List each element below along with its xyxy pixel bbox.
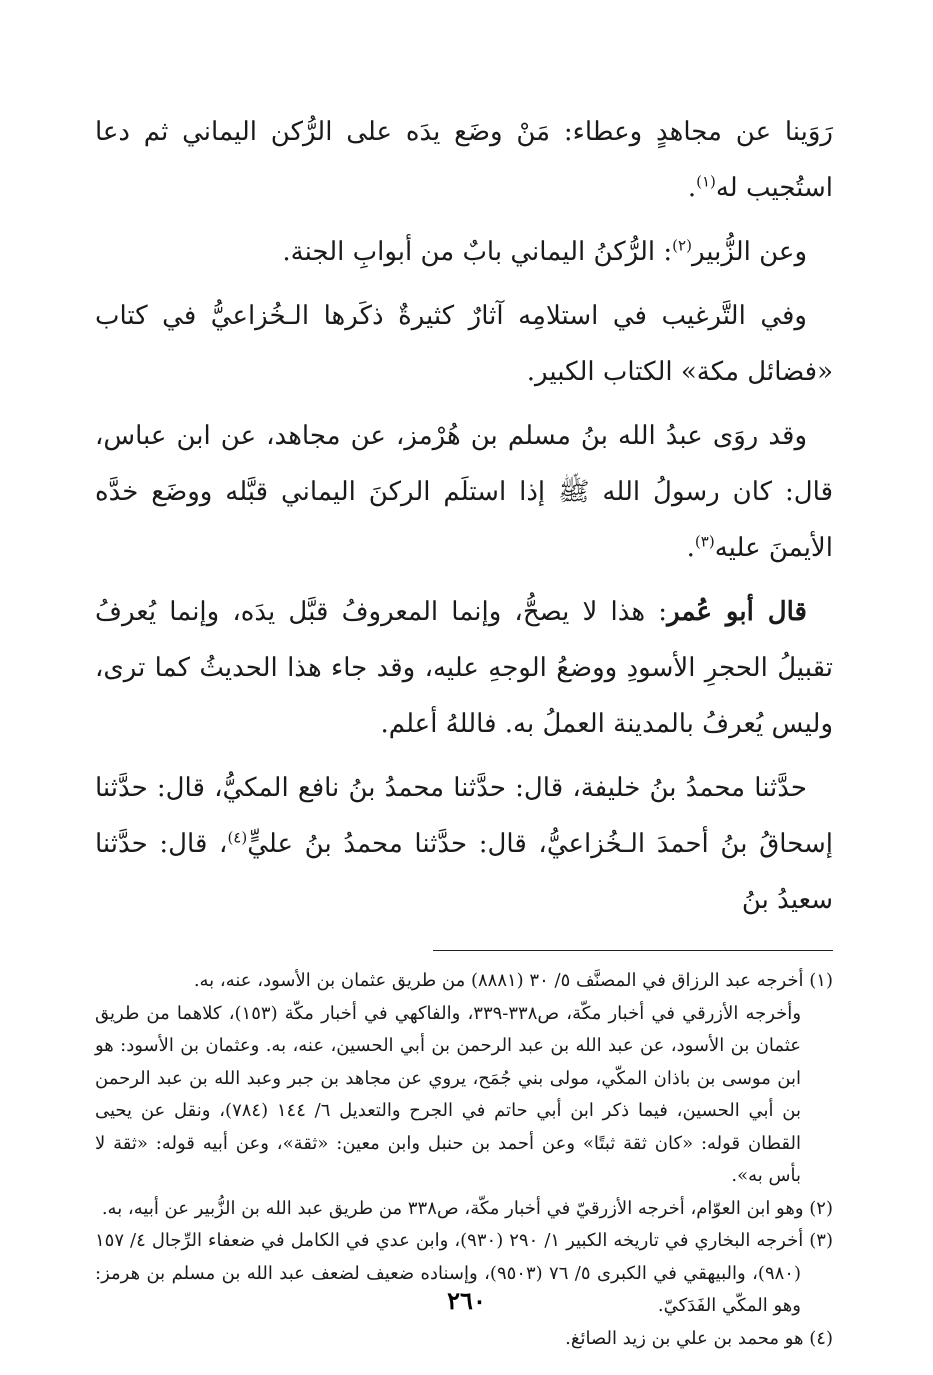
- footnote-3: (٣) أخرجه البخاري في تاريخه الكبير ١/ ٢٩٠ (٩٣٠)، وابن عدي في الكامل في ضعفاء الرِّجال ٤/ ١٥٧ (٩٨٠)، والبيهقي في الكبرى ٥/ ٧٦ (٩٥٠٣)، وإسناده ضعيف لضعف عبد الله بن مسلم بن هرمز: وهو المكّي الفَدَكيّ.: [95, 1230, 833, 1316]
- paragraph-1-text: رَوَينا عن مجاهدٍ وعطاء: مَنْ وضَع يدَه على الرُّكن اليماني ثم دعا استُجيب له: [95, 117, 833, 203]
- footnote-separator-wrap: [95, 950, 833, 951]
- paragraph-1: [95, 104, 833, 216]
- footnote-1: (١) أخرجه عبد الرزاق في المصنَّف ٥/ ٣٠ (٨٨٨١) من طريق عثمان بن الأسود، عنه، به.: [193, 970, 833, 991]
- footnote-ref-1[interactable]: (١): [696, 172, 716, 191]
- footnote-ref-3[interactable]: (٣): [694, 532, 715, 551]
- paragraph-6: [95, 760, 833, 928]
- paragraph-6-text-a: حدَّثنا محمدُ بنُ خليفة، قال: حدَّثنا محمدُ بنُ نافع المكيُّ، قال: حدَّثنا إسحاقُ بنُ أحمدَ الـخُزاعيُّ، قال: حدَّثنا محمدُ بنُ عليٍّ: [95, 773, 833, 859]
- paragraph-4: [95, 408, 833, 576]
- speaker-label: قال أبو عُمر: [667, 597, 807, 627]
- paragraph-2-text-b: : الرُّكنُ اليماني بابٌ من أبوابِ الجنة.: [282, 237, 673, 267]
- footnote-separator: [433, 950, 833, 951]
- paragraph-2-text-a: وعن الزُّبير: [691, 237, 807, 267]
- footnote-1-continued: وأخرجه الأزرقي في أخبار مكّة، ص٣٣٨-٣٣٩، والفاكهي في أخبار مكّة (١٥٣)، كلاهما من طريق عثمان بن الأسود، عن عبد الله بن عبد الرحمن بن أبي الحسين، عنه، به. وعثمان بن الأسود: هو ابن موسى بن باذان المكّي، مولى بني جُمَح، يروي عن مجاهد بن جبر وعبد الله بن عبد الرحمن بن أبي الحسين، فيما ذكر ابن أبي حاتم في الجرح والتعديل ٦/ ١٤٤ (٧٨٤)، ونقل عن يحيى القطان قوله: «كان ثقة ثبتًا» وعن أحمد بن حنبل وابن معين: «ثقة»، وعن أبيه قوله: «ثقة لا بأس به».: [95, 1002, 802, 1186]
- footnote-ref-4[interactable]: (٤): [227, 828, 248, 847]
- page-number: ٢٦٠: [447, 1286, 486, 1315]
- paragraph-6-text-b: ، قال: حدَّثنا سعيدُ بنُ: [95, 829, 833, 915]
- paragraph-4-end: .: [686, 533, 695, 563]
- footnote-ref-2[interactable]: (٢): [672, 236, 692, 255]
- paragraph-5-text: : هذا لا يصحُّ، وإنما المعروفُ قبَّل يدَه، وإنما يُعرفُ تقبيلُ الحجرِ الأسودِ ووضعُ الوجهِ عليه، وقد جاء هذا الحديثُ كما ترى، وليس يُعرفُ بالمدينة العملُ به. فاللهُ أعلم.: [95, 597, 833, 739]
- paragraph-1-end: .: [687, 173, 697, 203]
- paragraph-3: وفي التَّرغيب في استلامِه آثارٌ كثيرةٌ ذكَرها الـخُزاعيُّ في كتاب «فضائل مكة» الكتاب الكبير.: [95, 301, 833, 387]
- paragraph-2: [95, 224, 833, 280]
- paragraph-5: [95, 584, 833, 752]
- footnote-2: (٢) وهو ابن العوّام، أخرجه الأزرقيّ في أخبار مكّة، ص٣٣٨ من طريق عبد الله بن الزُّبير عن أبيه، به.: [101, 1197, 833, 1219]
- footnote-4: (٤) هو محمد بن علي بن زيد الصائغ.: [565, 1327, 833, 1349]
- paragraph-4-text: وقد روَى عبدُ الله بنُ مسلم بن هُرْمز، عن مجاهد، عن ابن عباس، قال: كان رسولُ الله ﷺ إذا استلَم الركنَ اليماني قبَّله ووضَع خدَّه الأيمنَ عليه: [95, 421, 834, 563]
- main-text: [95, 104, 833, 928]
